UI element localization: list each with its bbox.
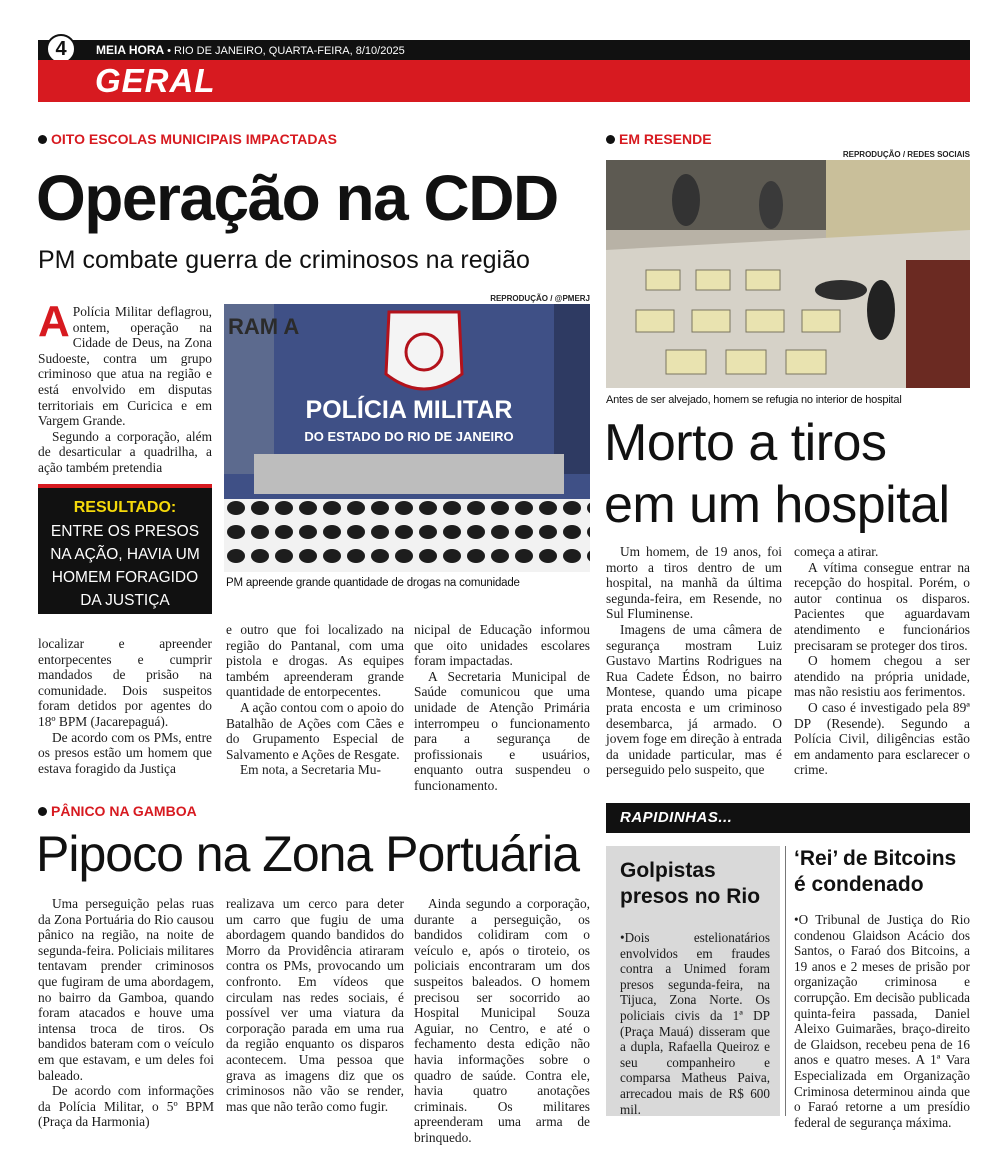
rapidinhas-item-1-title (620, 858, 770, 910)
story2-paragraph: O homem chegou a ser atendido na própria unidade, mas não resistiu aos ferimentos. (794, 653, 970, 700)
story1-kicker (38, 131, 337, 147)
hospital-scene-illustration (606, 160, 970, 388)
story1-paragraph: Segundo a corporação, além de desarticular a quadrilha, a ação também pretendia (38, 428, 212, 475)
banner-line-1: POLÍCIA MILITAR (305, 396, 513, 424)
rapidinhas-item-1-text: •Dois estelionatários envolvidos em fraudes contra a Unimed foram presos segunda-feira, na Tijuca, Zona Norte. Os policiais civis da 1ª DP (Praça Mauá) disseram que a dupla, Rafaella Queiroz e seu companheiro e comparsa Matheus Paiva, arrecadou mais de R$ 600 mil. (620, 930, 770, 1117)
item-2-title-line-1: ‘Rei’ de Bitcoins (794, 847, 957, 870)
masthead-bar (38, 40, 970, 60)
police-banner-photo (224, 304, 590, 572)
story2-headline (604, 412, 970, 536)
story2-column-1 (606, 544, 782, 778)
police-banner-illustration (224, 304, 590, 572)
story2-paragraph: começa a atirar. (794, 544, 879, 559)
story2-paragraph: Um homem, de 19 anos, foi morto a tiros dentro de um hospital, na manhã da última segunda-feira, em Resende, no Sul Fluminense. (606, 544, 782, 622)
story1-column-1 (38, 297, 212, 476)
story1-subhead: PM combate guerra de criminosos na região (38, 246, 530, 274)
photo-credit: REPRODUÇÃO / REDES SOCIAIS (842, 150, 970, 159)
story2-kicker (606, 131, 712, 147)
story1-paragraph: Em nota, a Secretaria Mu- (240, 762, 381, 778)
story3-column-2 (226, 896, 404, 1114)
story3-column-1 (38, 896, 214, 1130)
dateline: • RIO DE JANEIRO, QUARTA-FEIRA, 8/10/2025 (167, 45, 405, 57)
story1-photo-caption: PM apreende grande quantidade de drogas na comunidade (226, 577, 520, 589)
rapidinhas-item-2-text: •O Tribunal de Justiça do Rio condenou Glaidson Acácio dos Santos, o Faraó dos Bitcoins, a 19 anos e 2 meses de prisão por organização criminosa e corrupção. Em decisão publicada quinta-feira passada, Daniel Aleixo Guimarães, braço-direito de Glaidson, recebeu pena de 16 anos e quatro meses. A 1ª Vara Especializada em Organização Criminosa determinou ainda que o Faraó retorne a um presídio federal de segurança máxima. (794, 912, 970, 1130)
story3-paragraph: De acordo com informações da Polícia Militar, o 5º BPM (Praça da Harmonia) (38, 1083, 214, 1130)
story2-headline-line-2: em um hospital (604, 476, 950, 534)
story2-column-2 (794, 544, 970, 778)
story3-paragraph: realizava um cerco para deter um carro que fugiu de uma abordagem quando bandidos do Morro da Providência atiraram contra os PMs, provocando um confronto. Em vídeos que circulam nas redes sociais, é possível ver uma viatura da corporação parada em uma rua da região enquanto os disparos acontecem. Uma pessoa que grava as imagens diz que os criminosos não vão se render, mas que não terão como fugir. (226, 896, 404, 1114)
story1-paragraph: A ação contou com o apoio do Batalhão de Ações com Cães e do Grupamento Especial de Salvamento e Ações de Resgate. (226, 699, 404, 762)
callout-box (38, 484, 212, 614)
story1-paragraph: localizar e apreender entorpecentes e cumprir mandados de prisão na comunidade. Dois suspeitos foram detidos por agentes do 18º BPM (Jacarepaguá). (38, 636, 212, 729)
hospital-cctv-photo (606, 160, 970, 388)
story2-paragraph: A vítima consegue entrar na recepção do hospital. Porém, o autor continua os disparos. Pacientes que aguardavam atendimento e funcionários precisaram se proteger dos tiros. (794, 559, 970, 653)
story2-kicker-text: EM RESENDE (619, 131, 712, 147)
callout-text: ENTRE OS PRESOS NA AÇÃO, HAVIA UM HOMEM FORAGIDO DA JUSTIÇA (50, 523, 200, 609)
story3-kicker-text: PÂNICO NA GAMBOA (51, 803, 197, 819)
story1-kicker-text: OITO ESCOLAS MUNICIPAIS IMPACTADAS (51, 131, 337, 147)
photo-credit: REPRODUÇÃO / @PMERJ (490, 294, 590, 303)
story3-kicker (38, 803, 197, 819)
banner-line-2: DO ESTADO DO RIO DE JANEIRO (304, 429, 514, 444)
drop-cap: A (38, 297, 70, 346)
column-divider (785, 846, 786, 1116)
story3-paragraph: Ainda segundo a corporação, durante a perseguição, os bandidos colidiram com o veículo e, após o tiroteio, os policiais encontraram um dos suspeitos baleados. O homem precisou ser socorrido ao Hospital Municipal Souza Aguiar, no Centro, e até o fechamento desta edição não havia informações sobre o quadro de saúde. Contra ele, havia quatro anotações criminais. Os militares apreenderam uma arma de brinquedo. (414, 896, 590, 1145)
bullet-icon (38, 135, 47, 144)
callout-title: RESULTADO: (73, 499, 177, 516)
story3-paragraph: Uma perseguição pelas ruas da Zona Portuária do Rio causou pânico na região, na noite de segunda-feira. Policiais militares tentavam prender criminosos que fugiram de uma abordagem, no bairro da Gamboa, quando foram atacados e houve uma intensa troca de tiros. Os bandidos bateram com o veículo em que estavam, e um deles foi baleado. (38, 896, 214, 1083)
story1-paragraph: De acordo com os PMs, entre os presos estão um homem que estava foragido da Justiça (38, 729, 212, 776)
story1-column-1-cont (38, 636, 212, 776)
story1-paragraph: nicipal de Educação informou que oito unidades escolares foram impactadas. (414, 622, 590, 669)
bullet-icon (38, 807, 47, 816)
story1-column-2 (226, 622, 404, 778)
bullet-icon (606, 135, 615, 144)
story1-paragraph: e outro que foi localizado na região do Pantanal, com uma pistola e drogas. As equipes também apreenderam grande quantidade de entorpecentes. (226, 622, 404, 700)
rapidinhas-item-2-title (794, 846, 970, 898)
story3-headline: Pipoco na Zona Portuária (36, 826, 580, 882)
item-2-title-line-2: é condenado (794, 873, 924, 896)
story3-column-3 (414, 896, 590, 1146)
story2-photo-caption: Antes de ser alvejado, homem se refugia no interior de hospital (606, 394, 902, 406)
page-number: 4 (46, 34, 76, 64)
story1-paragraph: A Secretaria Municipal de Saúde comunicou que uma unidade de Atenção Primária interrompeu o funcionamento para a segurança de profissionais e usuários, enquanto outra suspendeu o funcionamento. (414, 668, 590, 793)
story1-column-3 (414, 622, 590, 794)
story1-intro: Polícia Militar deflagrou, ontem, operação na Cidade de Deus, na Zona Sudoeste, contra um grupo criminoso que atua na região e está envolvido em disputas territoriais em Curicica e em Vargem Grande. (38, 304, 212, 429)
background-sign-text: RAM A (228, 314, 300, 339)
story2-paragraph: Imagens de uma câmera de segurança mostram Luiz Gustavo Martins Rodrigues na Rua Cadete Édson, no bairro Montese, quando uma picape prata encosta e um criminoso desembarca, já armado. O jovem foge em direção à entrada da unidade particular, mas é perseguido pelo suspeito, que (606, 621, 782, 778)
story2-headline-line-1: Morto a tiros (604, 414, 887, 472)
rapidinhas-label: RAPIDINHAS... (606, 803, 970, 833)
item-1-title-line-1: Golpistas (620, 859, 716, 882)
story2-paragraph: O caso é investigado pela 89ª DP (Resende). Segundo a Polícia Civil, diligências estão em andamento para esclarecer o crime. (794, 699, 970, 778)
section-title: GERAL (95, 62, 216, 99)
item-1-title-line-2: presos no Rio (620, 885, 761, 908)
story1-headline: Operação na CDD (36, 162, 558, 234)
publication-name: MEIA HORA (96, 43, 164, 57)
